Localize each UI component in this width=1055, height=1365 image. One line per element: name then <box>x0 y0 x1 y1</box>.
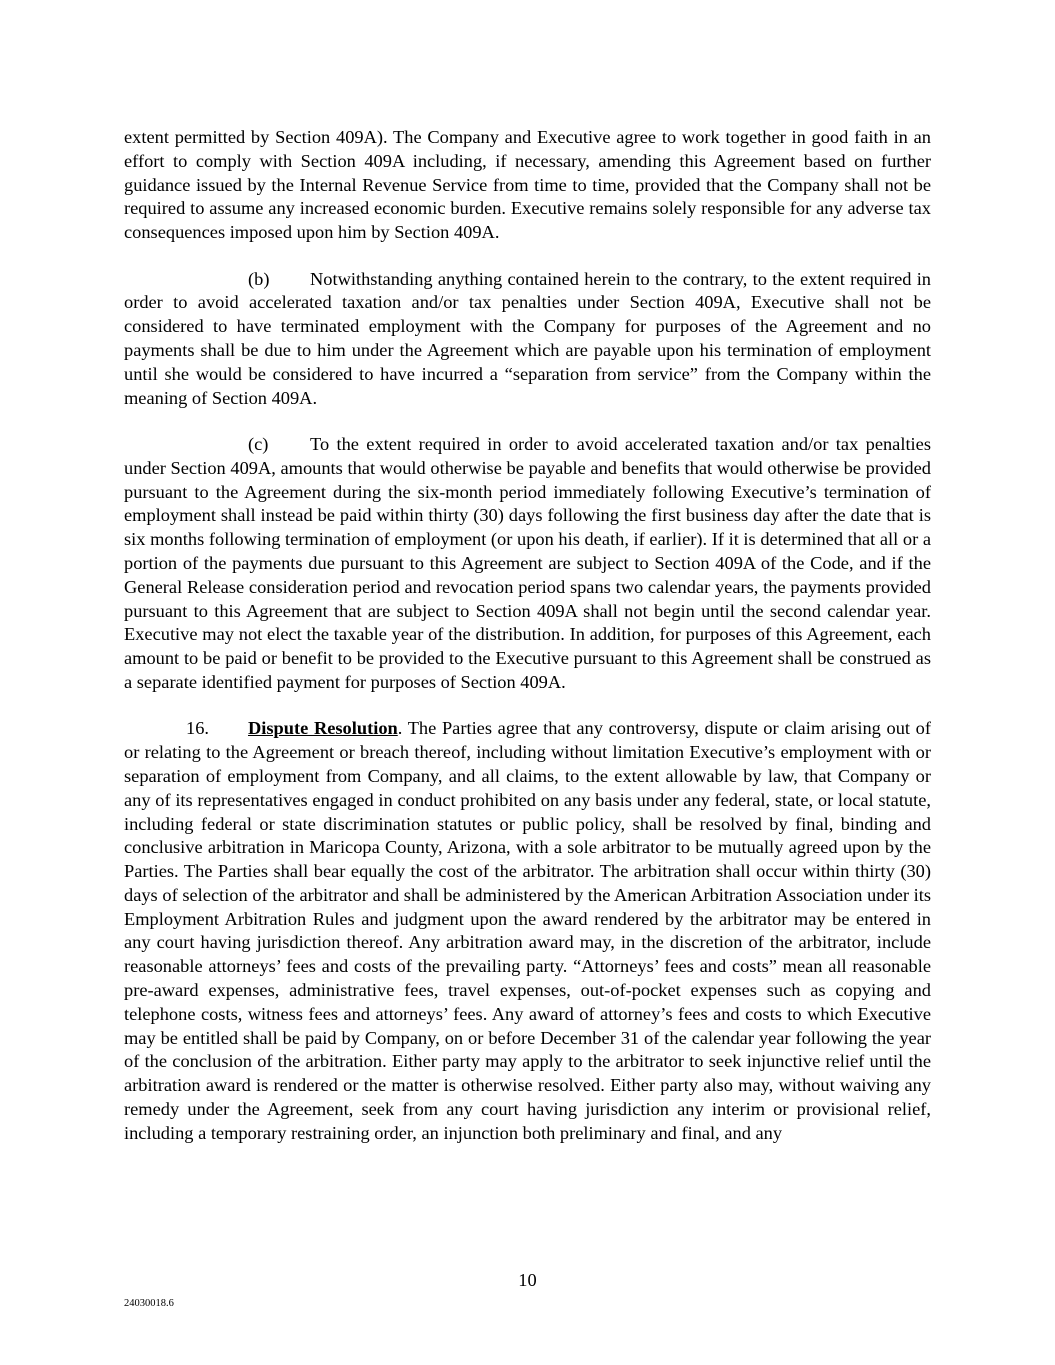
document-body <box>124 126 931 1168</box>
paragraph-continuation: extent permitted by Section 409A). The Company and Executive agree to work together in good faith in an effort to comply with Section 409A including, if necessary, amending this Agreement based on further guidance issued by the Internal Revenue Service from time to time, provided that the Company shall not be required to assume any increased economic burden. Executive remains solely responsible for any adverse tax consequences imposed upon him by Section 409A. <box>124 127 931 243</box>
section-number: 16. <box>186 718 209 739</box>
paragraph-b <box>124 268 931 411</box>
section-heading: Dispute Resolution <box>248 718 398 739</box>
section-16 <box>124 717 931 1145</box>
paragraph-c-text: To the extent required in order to avoid accelerated taxation and/or tax penalties under Section 409A, amounts that would otherwise be payable and benefits that would otherwise be provided pursuant to the Agreement during the six-month period immediately following Executive’s termination of employment shall instead be paid within thirty (30) days following the first business day after the date that is six months following termination of employment (or upon his death, if earlier). If it is determined that all or a portion of the payments due pursuant to this Agreement are subject to Section 409A of the Code, and if the General Release consideration period and revocation period spans two calendar years, the payments provided pursuant to this Agreement that are subject to Section 409A shall not begin until the second calendar year. Executive may not elect the taxable year of the distribution. In addition, for purposes of this Agreement, each amount to be paid or benefit to be provided to the Executive pursuant to this Agreement shall be construed as a separate identified payment for purposes of Section 409A. <box>124 433 931 692</box>
section-heading-punct: . <box>397 718 403 739</box>
paragraph-marker-b: (b) <box>248 268 270 289</box>
document-id: 24030018.6 <box>124 1298 174 1309</box>
paragraph-c <box>124 433 931 695</box>
paragraph-b-text: Notwithstanding anything contained herein to the contrary, to the extent required in order to avoid accelerated taxation and/or tax penalties under Section 409A, Executive shall not be considered to have terminated employment with the Company for purposes of the Agreement and no payments shall be due to him under the Agreement which are payable upon his termination of employment until she would be considered to have incurred a “separation from service” from the Company within the meaning of Section 409A. <box>124 268 931 408</box>
section-16-text: The Parties agree that any controversy, dispute or claim arising out of or relating to the Agreement or breach thereof, including without limitation Executive’s employment with or separation of employment from Company, and all claims, to the extent allowable by law, that Company or any of its representatives engaged in conduct prohibited on any basis under any federal, state, or local statute, including federal or state discrimination statutes or public policy, shall be resolved by final, binding and conclusive arbitration in Maricopa County, Arizona, with a sole arbitrator to be mutually agreed upon by the Parties. The Parties shall bear equally the cost of the arbitrator. The arbitration shall occur within thirty (30) days of selection of the arbitrator and shall be administered by the American Arbitration Association under its Employment Arbitration Rules and judgment upon the award rendered by the arbitrator may be entered in any court having jurisdiction thereof. Any arbitration award may, in the discretion of the arbitrator, include reasonable attorneys’ fees and costs of the prevailing party. “Attorneys’ fees and costs” mean all reasonable pre-award expenses, administrative fees, travel expenses, out-of-pocket expenses such as copying and telephone costs, witness fees and attorneys’ fees. Any award of attorney’s fees and costs to which Executive may be entitled shall be paid by Company, on or before December 31 of the calendar year following the year of the conclusion of the arbitration. Either party may apply to the arbitrator to seek injunctive relief until the arbitration award is rendered or the matter is otherwise resolved. Either party also may, without waiving any remedy under the Agreement, seek from any court having jurisdiction any interim or provisional relief, including a temporary restraining order, an injunction both preliminary and final, and any <box>124 718 931 1143</box>
page-number: 10 <box>518 1270 537 1290</box>
paragraph-marker-c: (c) <box>248 433 269 454</box>
